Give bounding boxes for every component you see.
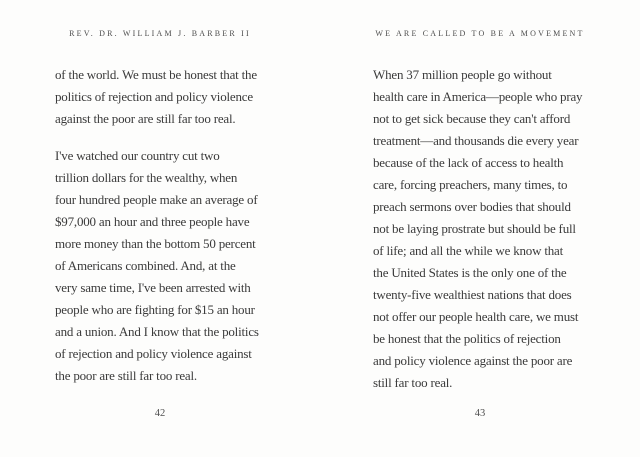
page-body-right xyxy=(373,64,613,394)
text-line: preach sermons over bodies that should xyxy=(373,199,571,214)
text-line: of life; and all the while we know that xyxy=(373,243,564,258)
text-line: not to get sick because they can't afford xyxy=(373,111,571,126)
paragraph xyxy=(373,64,613,394)
text-line: the United States is the only one of the xyxy=(373,265,567,280)
text-line: of rejection and policy violence against xyxy=(55,346,252,361)
text-line: politics of rejection and policy violence xyxy=(55,89,253,104)
text-line: care, forcing preachers, many times, to xyxy=(373,177,568,192)
text-line: be honest that the politics of rejection xyxy=(373,331,561,346)
text-line: because of the lack of access to health xyxy=(373,155,564,170)
text-line: more money than the bottom 50 percent xyxy=(55,236,256,251)
text-line: of Americans combined. And, at the xyxy=(55,258,236,273)
text-line: I've watched our country cut two xyxy=(55,148,220,163)
page-number-right: 43 xyxy=(474,408,486,419)
page-body-left xyxy=(55,64,295,387)
text-line: trillion dollars for the wealthy, when xyxy=(55,170,238,185)
text-line: treatment—and thousands die every year xyxy=(373,133,579,148)
page-number-left: 42 xyxy=(154,408,166,419)
text-line: four hundred people make an average of xyxy=(55,192,258,207)
text-line: the poor are still far too real. xyxy=(55,368,197,383)
text-line: against the poor are still far too real. xyxy=(55,111,236,126)
page-right xyxy=(320,0,640,457)
text-line: very same time, I've been arrested with xyxy=(55,280,251,295)
text-line: still far too real. xyxy=(373,375,453,390)
text-line: health care in America—people who pray xyxy=(373,89,583,104)
text-line: not offer our people health care, we must xyxy=(373,309,579,324)
text-line: of the world. We must be honest that the xyxy=(55,67,257,82)
text-line: and policy violence against the poor are xyxy=(373,353,573,368)
paragraph xyxy=(55,145,295,387)
text-line: people who are fighting for $15 an hour xyxy=(55,302,255,317)
running-head-title: WE ARE CALLED TO BE A MOVEMENT xyxy=(375,29,585,38)
running-head-author: REV. DR. WILLIAM J. BARBER II xyxy=(69,29,251,38)
paragraph xyxy=(55,64,295,130)
text-line: not be laying prostrate but should be full xyxy=(373,221,576,236)
text-line: and a union. And I know that the politics xyxy=(55,324,259,339)
text-line: twenty-five wealthiest nations that does xyxy=(373,287,572,302)
text-line: When 37 million people go without xyxy=(373,67,552,82)
text-line: $97,000 an hour and three people have xyxy=(55,214,250,229)
